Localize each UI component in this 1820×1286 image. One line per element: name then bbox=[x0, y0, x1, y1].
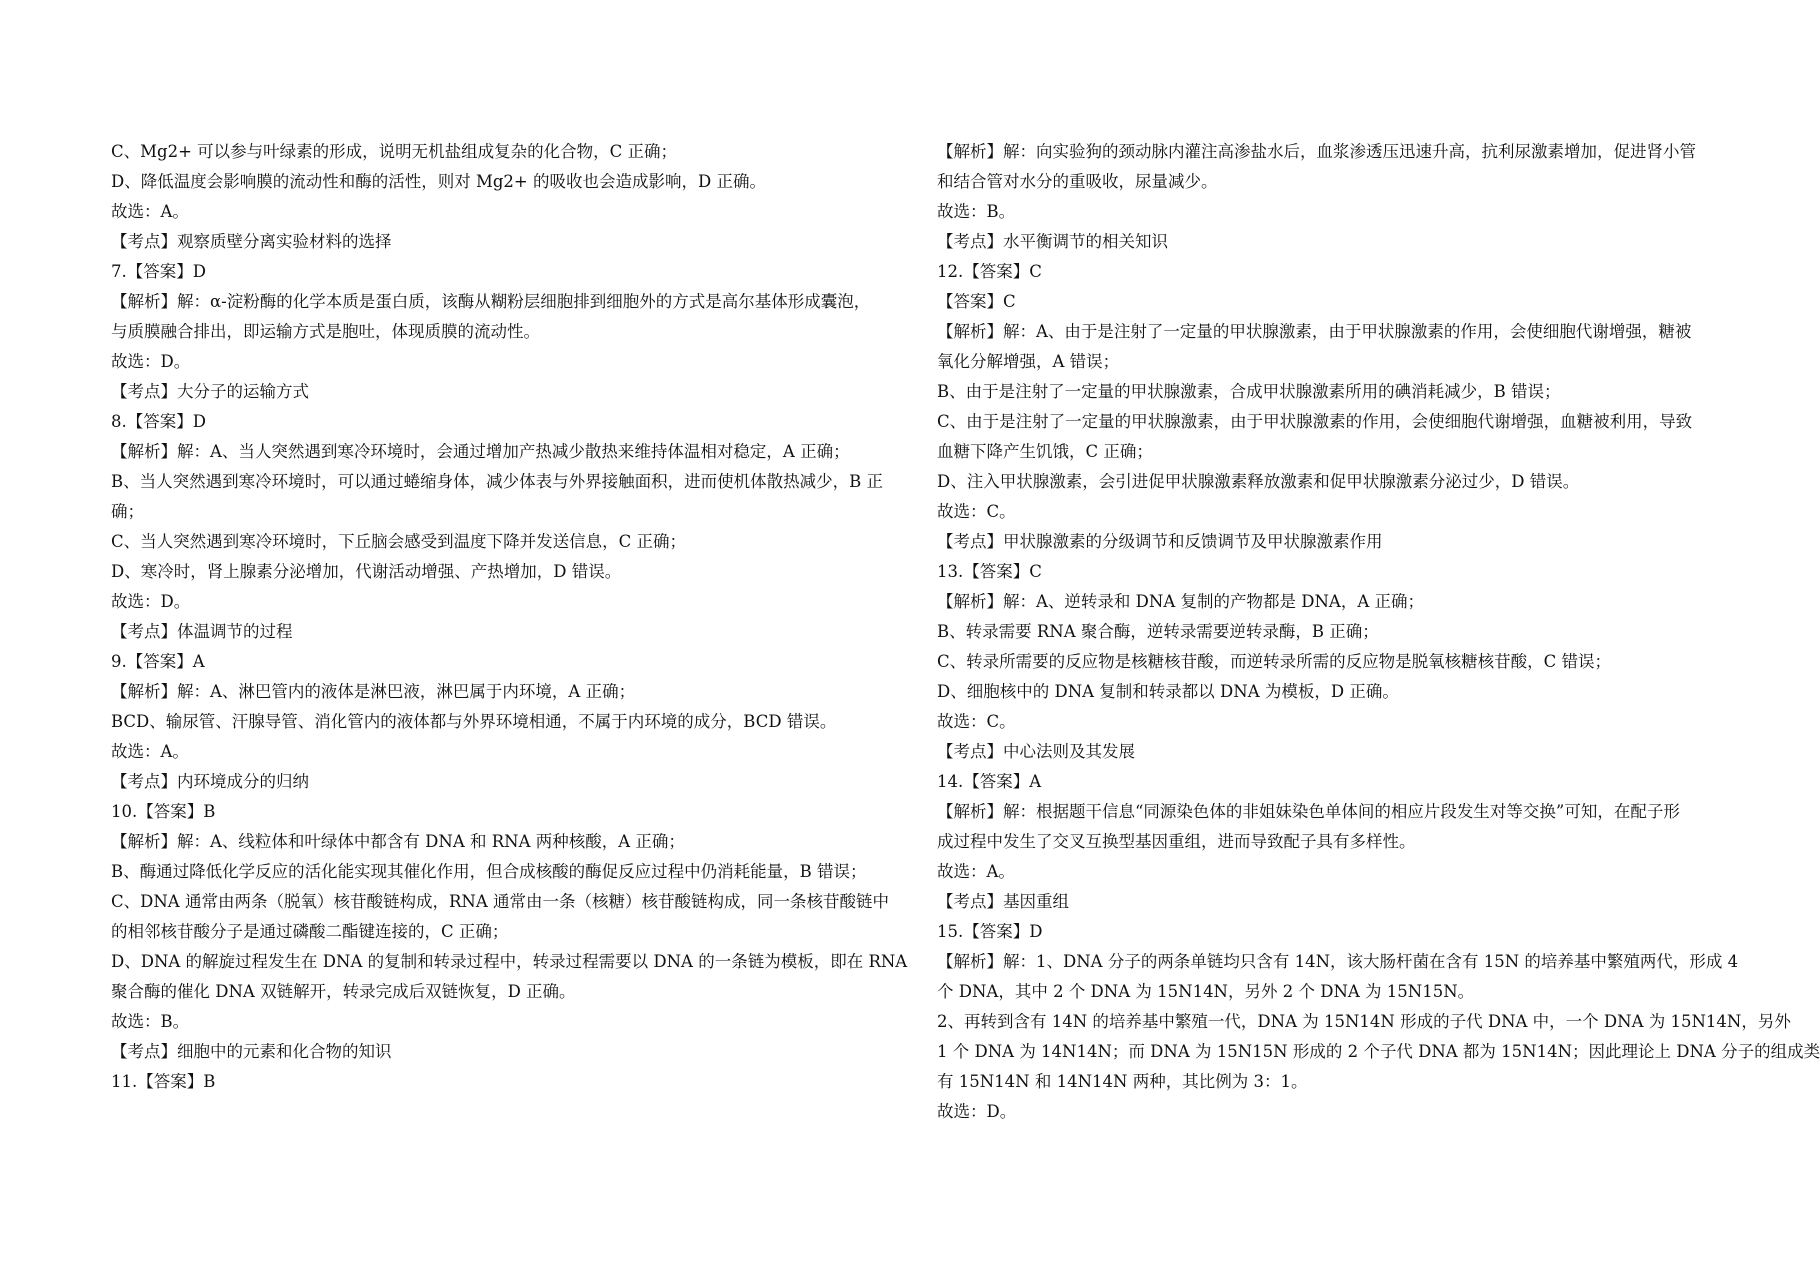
text-line: 【解析】解：A、线粒体和叶绿体中都含有 DNA 和 RNA 两种核酸，A 正确； bbox=[111, 832, 685, 851]
text-line: D、DNA 的解旋过程发生在 DNA 的复制和转录过程中，转录过程需要以 DNA 的一条链为模板，即在 RNA bbox=[111, 952, 908, 971]
text-line: 故选：A。 bbox=[111, 202, 189, 221]
text-line: 【考点】基因重组 bbox=[937, 892, 1069, 911]
text-line: 1 个 DNA 为 14N14N；而 DNA 为 15N15N 形成的 2 个子代 DNA 都为 15N14N；因此理论上 DNA 分子的组成类 bbox=[937, 1042, 1820, 1061]
text-line: 【解析】解：A、由于是注射了一定量的甲状腺激素，由于甲状腺激素的作用，会使细胞代谢增强，糖被 bbox=[937, 322, 1692, 341]
text-line: B、转录需要 RNA 聚合酶，逆转录需要逆转录酶，B 正确； bbox=[937, 622, 1379, 641]
text-line: C、Mg2+ 可以参与叶绿素的形成，说明无机盐组成复杂的化合物，C 正确； bbox=[111, 142, 678, 161]
text-line: 故选：A。 bbox=[111, 742, 189, 761]
text-line: 血糖下降产生饥饿，C 正确； bbox=[937, 442, 1153, 461]
left-column bbox=[111, 137, 908, 1097]
text-line: 10.【答案】B bbox=[111, 802, 216, 821]
text-line: 故选：D。 bbox=[937, 1102, 1017, 1121]
text-line: 【考点】细胞中的元素和化合物的知识 bbox=[111, 1042, 392, 1061]
text-line: 【解析】解：根据题干信息“同源染色体的非姐妹染色单体间的相应片段发生对等交换”可知，在配子形 bbox=[937, 802, 1680, 821]
text-line: 【考点】观察质壁分离实验材料的选择 bbox=[111, 232, 392, 251]
text-line: 【考点】内环境成分的归纳 bbox=[111, 772, 309, 791]
text-line: 的相邻核苷酸分子是通过磷酸二酯键连接的，C 正确； bbox=[111, 922, 509, 941]
text-line: 故选：C。 bbox=[937, 502, 1016, 521]
right-column bbox=[937, 137, 1820, 1127]
text-line: 2、再转到含有 14N 的培养基中繁殖一代，DNA 为 15N14N 形成的子代 DNA 中，一个 DNA 为 15N14N，另外 bbox=[937, 1012, 1791, 1031]
text-line: 个 DNA，其中 2 个 DNA 为 15N14N，另外 2 个 DNA 为 15N15N。 bbox=[937, 982, 1475, 1001]
text-line: 聚合酶的催化 DNA 双链解开，转录完成后双链恢复，D 正确。 bbox=[111, 982, 576, 1001]
text-line: 确； bbox=[111, 502, 144, 521]
text-line: 故选：D。 bbox=[111, 592, 191, 611]
text-line: 7.【答案】D bbox=[111, 262, 206, 281]
text-line: 【考点】大分子的运输方式 bbox=[111, 382, 309, 401]
text-line: 故选：D。 bbox=[111, 352, 191, 371]
text-line: 11.【答案】B bbox=[111, 1072, 216, 1091]
text-line: D、注入甲状腺激素，会引进促甲状腺激素释放激素和促甲状腺激素分泌过少，D 错误。 bbox=[937, 472, 1580, 491]
text-line: 有 15N14N 和 14N14N 两种，其比例为 3：1。 bbox=[937, 1072, 1308, 1091]
text-line: 故选：C。 bbox=[937, 712, 1016, 731]
text-line: B、当人突然遇到寒冷环境时，可以通过蜷缩身体，减少体表与外界接触面积，进而使机体散热减少，B 正 bbox=[111, 472, 883, 491]
text-line: C、当人突然遇到寒冷环境时，下丘脑会感受到温度下降并发送信息，C 正确； bbox=[111, 532, 686, 551]
text-line: 氧化分解增强，A 错误； bbox=[937, 352, 1120, 371]
text-line: 成过程中发生了交叉互换型基因重组，进而导致配子具有多样性。 bbox=[937, 832, 1416, 851]
text-line: 和结合管对水分的重吸收，尿量减少。 bbox=[937, 172, 1218, 191]
text-line: 故选：B。 bbox=[111, 1012, 190, 1031]
text-line: BCD、输尿管、汗腺导管、消化管内的液体都与外界环境相通，不属于内环境的成分，BCD 错误。 bbox=[111, 712, 837, 731]
text-line: 【考点】水平衡调节的相关知识 bbox=[937, 232, 1168, 251]
text-line: D、降低温度会影响膜的流动性和酶的活性，则对 Mg2+ 的吸收也会造成影响，D 正确。 bbox=[111, 172, 766, 191]
text-line: 【解析】解：α-淀粉酶的化学本质是蛋白质，该酶从糊粉层细胞排到细胞外的方式是高尔基体形成囊泡， bbox=[111, 292, 871, 311]
text-line: 【解析】解：A、淋巴管内的液体是淋巴液，淋巴属于内环境，A 正确； bbox=[111, 682, 636, 701]
text-line: 故选：A。 bbox=[937, 862, 1015, 881]
text-line: 14.【答案】A bbox=[937, 772, 1042, 791]
text-line: 【考点】甲状腺激素的分级调节和反馈调节及甲状腺激素作用 bbox=[937, 532, 1383, 551]
text-line: 【解析】解：向实验狗的颈动脉内灌注高渗盐水后，血浆渗透压迅速升高，抗利尿激素增加，促进肾小管 bbox=[937, 142, 1696, 161]
text-line: 【解析】解：A、当人突然遇到寒冷环境时，会通过增加产热减少散热来维持体温相对稳定，A 正确； bbox=[111, 442, 850, 461]
text-line: 与质膜融合排出，即运输方式是胞吐，体现质膜的流动性。 bbox=[111, 322, 540, 341]
text-line: 【考点】中心法则及其发展 bbox=[937, 742, 1135, 761]
text-line: B、由于是注射了一定量的甲状腺激素，合成甲状腺激素所用的碘消耗减少，B 错误； bbox=[937, 382, 1561, 401]
text-line: 8.【答案】D bbox=[111, 412, 206, 431]
text-line: 12.【答案】C bbox=[937, 262, 1042, 281]
text-line: C、DNA 通常由两条（脱氧）核苷酸链构成，RNA 通常由一条（核糖）核苷酸链构成，同一条核苷酸链中 bbox=[111, 892, 889, 911]
text-line: B、酶通过降低化学反应的活化能实现其催化作用，但合成核酸的酶促反应过程中仍消耗能量，B 错误； bbox=[111, 862, 867, 881]
text-line: 【解析】解：1、DNA 分子的两条单链均只含有 14N，该大肠杆菌在含有 15N 的培养基中繁殖两代，形成 4 bbox=[937, 952, 1739, 971]
text-line: 【答案】C bbox=[937, 292, 1016, 311]
text-line: 【解析】解：A、逆转录和 DNA 复制的产物都是 DNA，A 正确； bbox=[937, 592, 1424, 611]
text-line: D、寒冷时，肾上腺素分泌增加，代谢活动增强、产热增加，D 错误。 bbox=[111, 562, 622, 581]
text-line: 13.【答案】C bbox=[937, 562, 1042, 581]
text-line: C、转录所需要的反应物是核糖核苷酸，而逆转录所需的反应物是脱氧核糖核苷酸，C 错误； bbox=[937, 652, 1611, 671]
text-line: C、由于是注射了一定量的甲状腺激素，由于甲状腺激素的作用，会使细胞代谢增强，血糖被利用，导致 bbox=[937, 412, 1693, 431]
text-line: 9.【答案】A bbox=[111, 652, 205, 671]
text-line: 故选：B。 bbox=[937, 202, 1016, 221]
text-line: 【考点】体温调节的过程 bbox=[111, 622, 293, 641]
text-line: D、细胞核中的 DNA 复制和转录都以 DNA 为模板，D 正确。 bbox=[937, 682, 1399, 701]
text-line: 15.【答案】D bbox=[937, 922, 1043, 941]
